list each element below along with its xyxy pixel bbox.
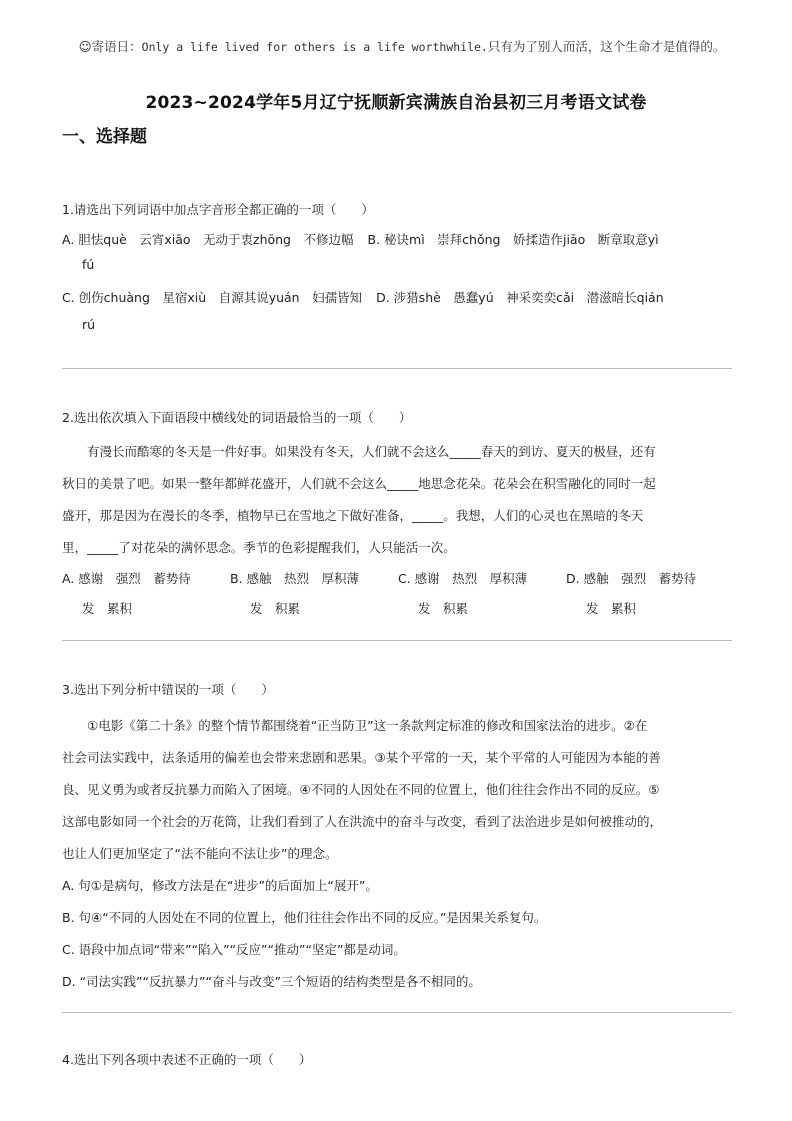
question-1-option-a: A. 胆怯què 云宵xiāo 无动于衷zhōng 不修边幅 <box>62 232 354 247</box>
question-2-option-a-cont: 发 累积 <box>82 601 133 616</box>
passage-line: 这部电影如同一个社会的万花筒，让我们看到了人在洪流中的奋斗与改变，看到了法治进步是如何被推动的， <box>62 814 663 829</box>
question-3-option-d: D. “司法实践”“反抗暴力”“奋斗与改变”三个短语的结构类型是各不相同的。 <box>62 974 481 989</box>
passage-line: 盛开，那是因为在漫长的冬季，植物早已在雪地之下做好准备，_____。我想，人们的心灵也在黑暗的冬天 <box>62 508 644 523</box>
divider <box>62 640 732 641</box>
question-1-options-row-1 <box>62 230 734 250</box>
question-2-option-d-cont: 发 累积 <box>586 601 637 616</box>
question-2-option-b-cont: 发 积累 <box>250 601 301 616</box>
question-2-options <box>62 564 734 624</box>
question-3 <box>62 680 734 998</box>
question-1-stem: 1.请选出下列词语中加点字音形全都正确的一项（ ） <box>62 202 374 217</box>
question-3-passage <box>62 710 734 870</box>
question-1 <box>62 200 734 336</box>
question-1-option-c: C. 创伤chuàng 星宿xiù 自源其说yuán 妇孺皆知 <box>62 290 363 305</box>
question-2-option-d: D. 感触 强烈 蓄势待 <box>566 571 697 586</box>
question-4-stem: 4.选出下列各项中表述不正确的一项（ ） <box>62 1052 312 1067</box>
divider <box>62 368 732 369</box>
question-1-options-row-2 <box>62 288 734 308</box>
question-2-option-c-cont: 发 积累 <box>418 601 469 616</box>
question-2-option-c: C. 感谢 热烈 厚积薄 <box>398 571 528 586</box>
question-1-row-2-tail: rú <box>82 317 96 332</box>
passage-line: 秋日的美景了吧。如果一整年都鲜花盛开，人们就不会这么_____地思念花朵。花朵会在积雪融化的同时一起 <box>62 476 656 491</box>
passage-line: ①电影《第二十条》的整个情节都围绕着“正当防卫”这一条款判定标准的修改和国家法治的进步。②在 <box>87 718 648 733</box>
question-2 <box>62 408 734 624</box>
divider <box>62 1012 732 1013</box>
exam-title: 2023~2024学年5月辽宁抚顺新宾满族自治县初三月考语文试卷 <box>145 93 647 113</box>
question-3-stem: 3.选出下列分析中错误的一项（ ） <box>62 682 274 697</box>
question-3-option-b: B. 句④“不同的人因处在不同的位置上，他们往往会作出不同的反应。”是因果关系复句。 <box>62 910 547 925</box>
question-3-option-c: C. 语段中加点词“带来”“陷入”“反应”“推动”“坚定”都是动词。 <box>62 942 406 957</box>
motto-chinese: 只有为了别人而活，这个生命才是值得的。 <box>487 39 726 54</box>
question-1-option-b: B. 秘诀mì 崇拜chǒng 娇揉造作jiāo 断章取意yì <box>367 232 659 247</box>
passage-line: 良、见义勇为或者反抗暴力而陷入了困境。④不同的人因处在不同的位置上，他们往往会作出不同的反应。⑤ <box>62 782 660 797</box>
passage-line: 有漫长而酷寒的冬天是一件好事。如果没有冬天，人们就不会这么_____春天的到访、夏天的极昼，还有 <box>87 444 656 459</box>
section-heading: 一、选择题 <box>62 127 147 147</box>
motto-prefix: ☺寄语日： <box>78 39 142 54</box>
motto-english: Only a life lived for others is a life worthwhile. <box>141 40 488 54</box>
question-4 <box>62 1050 734 1070</box>
question-2-passage <box>62 436 734 564</box>
question-2-option-b: B. 感触 热烈 厚积薄 <box>230 571 360 586</box>
question-2-stem: 2.选出依次填入下面语段中横线处的词语最恰当的一项（ ） <box>62 410 412 425</box>
passage-line: 社会司法实践中，法条适用的偏差也会带来悲剧和恶果。③某个平常的一天，某个平常的人可能因为本能的善 <box>62 750 661 765</box>
question-3-option-a: A. 句①是病句，修改方法是在“进步”的后面加上“展开”。 <box>62 878 378 893</box>
motto-header <box>52 38 752 56</box>
question-2-option-a: A. 感谢 强烈 蓄势待 <box>62 571 191 586</box>
passage-line: 里，_____了对花朵的满怀思念。季节的色彩提醒我们，人只能活一次。 <box>62 540 456 555</box>
question-1-option-d: D. 涉猎shè 愚蠢yú 神采奕奕cǎi 潜滋暗长qián <box>376 290 664 305</box>
question-1-row-1-tail: fú <box>82 257 95 272</box>
passage-line: 也让人们更加坚定了“法不能向不法让步”的理念。 <box>62 846 338 861</box>
